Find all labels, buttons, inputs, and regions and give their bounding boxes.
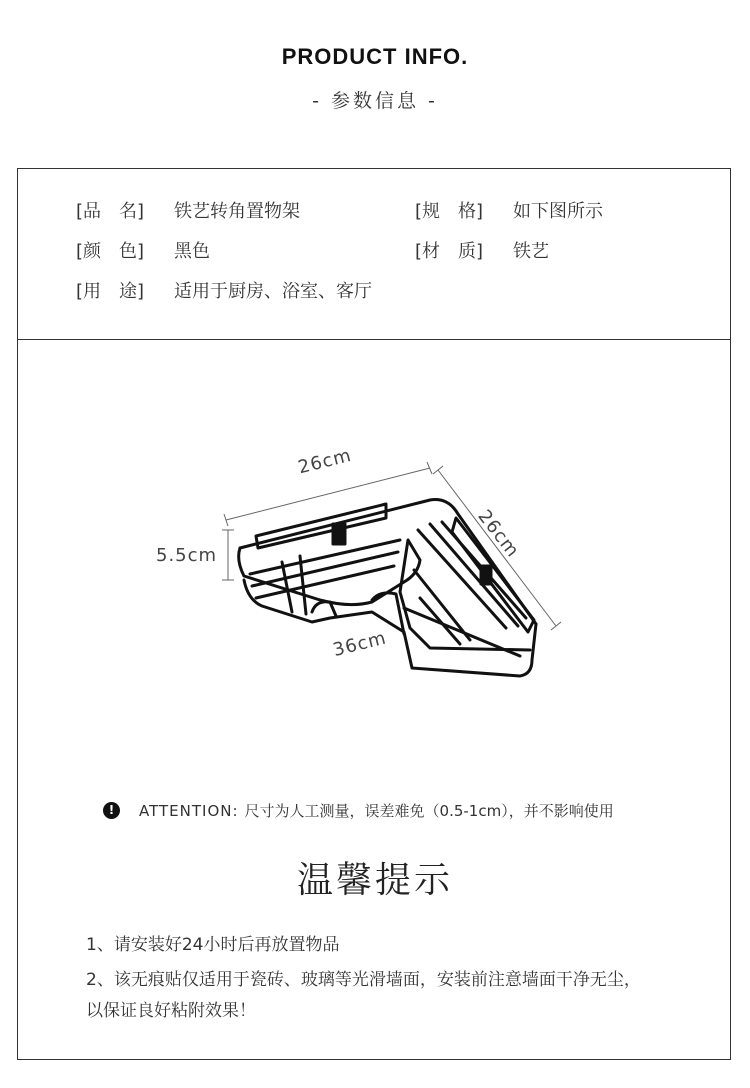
spec-label: [规 格]	[415, 201, 484, 222]
spec-label: [材 质]	[415, 241, 484, 262]
attention-heading: ATTENTION:	[139, 801, 239, 820]
page-subtitle: - 参数信息 -	[312, 90, 438, 112]
tips-title: 温馨提示	[296, 860, 453, 901]
dimension-label-back: 26cm	[296, 444, 354, 479]
attention-text: 尺寸为人工测量，误差难免（0.5-1cm），并不影响使用	[244, 802, 614, 820]
exclamation-icon: !	[103, 802, 120, 819]
spec-label: [颜 色]	[76, 241, 145, 262]
spec-value: 适用于厨房、浴室、客厅	[174, 281, 372, 302]
spec-value: 铁艺	[513, 241, 549, 262]
dimension-label-side: 26cm	[473, 506, 524, 562]
tip-item: 以保证良好粘附效果！	[86, 1001, 256, 1021]
spec-label: [品 名]	[76, 201, 145, 222]
spec-value: 铁艺转角置物架	[174, 201, 300, 222]
page-title: PRODUCT INFO.	[281, 44, 469, 69]
dimension-label-height: 5.5cm	[156, 545, 218, 566]
attention-note	[103, 800, 614, 821]
spec-value: 黑色	[174, 241, 210, 262]
spec-value: 如下图所示	[513, 201, 603, 222]
dimension-label-front: 36cm	[330, 627, 389, 661]
tip-item: 1、请安装好24小时后再放置物品	[86, 935, 340, 955]
dimension-line-back	[226, 468, 430, 520]
tip-item: 2、该无痕贴仅适用于瓷砖、玻璃等光滑墙面，安装前注意墙面干净无尘，	[86, 970, 641, 990]
spec-label: [用 途]	[76, 281, 145, 302]
